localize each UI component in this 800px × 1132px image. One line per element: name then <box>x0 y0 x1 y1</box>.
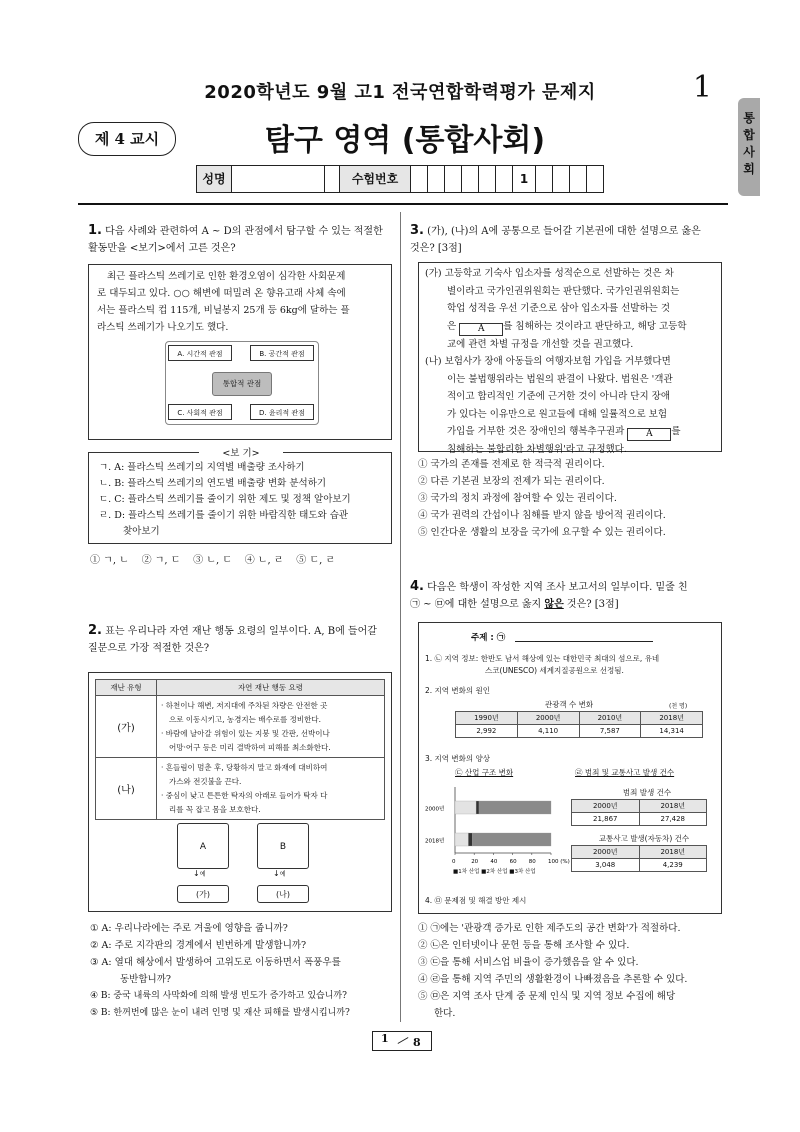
exam-number-cell[interactable] <box>428 166 445 192</box>
flow-yes-label: 예 <box>279 871 286 878</box>
x-tick-label: 20 <box>471 859 479 865</box>
flow-result-ga: (가) <box>177 885 229 903</box>
report-title: 주제 : ㉠ <box>471 633 506 643</box>
traffic-table-title: 교통사고 발생(자동차) 건수 <box>598 834 690 843</box>
q1-number: 1. <box>88 223 102 238</box>
year-cell: 2018년 <box>639 846 707 859</box>
q4-stem-line: ㉠ ~ ㉤에 대한 설명으로 옳지 <box>410 599 542 610</box>
q4-option-5[interactable]: ⑤ ㉤은 지역 조사 단계 중 문제 인식 및 지역 정보 수집에 해당 <box>418 991 676 1002</box>
crime-table-title: 범죄 발생 건수 <box>622 788 672 797</box>
exam-number-cell[interactable] <box>445 166 462 192</box>
bogi-item: ㄱ. A: 플라스틱 쓰레기의 지역별 배출량 조사하기 <box>99 462 305 473</box>
q3-passage-line: 학업 성적을 우선 기준으로 삼아 입소자를 선발하는 것 <box>447 303 671 314</box>
col-header: 재난 유형 <box>96 680 157 696</box>
header-divider <box>78 203 728 205</box>
q1-bogi-box <box>88 448 392 544</box>
q3-stem-line: 것은? [3점] <box>410 243 462 254</box>
exam-number-label: 수험번호 <box>340 166 411 192</box>
q2-option-3[interactable]: ③ A: 열대 해상에서 발생하여 고위도로 이동하면서 폭풍우를 <box>90 957 341 968</box>
bar-segment <box>476 801 479 814</box>
disaster-guide-table <box>95 679 385 820</box>
section-text: 한반도 남서 해상에 있는 대한민국 최대의 섬으로, 유네 <box>480 654 660 663</box>
blank-a: A <box>627 428 671 441</box>
down-arrow-icon: ↓예 <box>273 869 286 878</box>
report-title-underline <box>515 641 653 642</box>
q4-option-2[interactable]: ② ㉡은 인터넷이나 문헌 등을 통해 조사할 수 있다. <box>418 940 630 951</box>
value-cell: 7,587 <box>579 725 641 738</box>
exam-number-cell[interactable] <box>553 166 570 192</box>
value-cell: 27,428 <box>639 813 707 826</box>
perspective-diagram <box>165 341 319 425</box>
q3-text: 가입을 거부한 것은 장애인의 행복추구권과 <box>447 426 625 437</box>
guide-line: · 중심이 낮고 튼튼한 탁자의 아래로 들어가 탁자 다 <box>161 790 328 800</box>
q4-report-box <box>418 622 722 914</box>
q1-passage-line: 로 대두되고 있다. ○○ 해변에 떠밀려 온 향유고래 사체 속에 <box>97 288 346 299</box>
q2-content-box <box>88 672 392 912</box>
diagram-center: 통합적 관점 <box>212 372 272 396</box>
diagram-box-a: A. 시간적 관점 <box>168 345 232 361</box>
blank-a: A <box>459 323 503 336</box>
flow-yes-label: 예 <box>199 871 206 878</box>
bogi-title: <보 기> <box>199 445 283 459</box>
report-section-3: 3. 지역 변화의 양상 <box>425 754 491 763</box>
guide-line: · 바람에 날아갈 위험이 있는 지붕 및 간판, 선박이나 <box>161 728 330 738</box>
crime-table <box>571 799 707 826</box>
value-cell: 2,992 <box>456 725 518 738</box>
q3-options <box>418 456 724 541</box>
crime-section-label: ㉣ 범죄 및 교통사고 발생 건수 <box>575 768 675 777</box>
q1-passage-box <box>88 264 392 440</box>
bar-segment <box>479 801 551 814</box>
q2-option-1[interactable]: ① A: 우리나라에는 주로 겨울에 영향을 줍니까? <box>90 923 288 934</box>
student-id-row <box>196 165 604 193</box>
x-tick-label: 60 <box>509 859 517 865</box>
q1-stem <box>88 222 394 257</box>
q4-stem-line: 다음은 학생이 작성한 지역 조사 보고서의 일부이다. 밑줄 친 <box>427 582 688 593</box>
diagram-box-c: C. 사회적 관점 <box>168 404 232 420</box>
total-pages: 8 <box>413 1036 421 1049</box>
value-cell: 4,239 <box>639 859 707 872</box>
x-tick-label: 0 <box>452 859 456 865</box>
spacer <box>325 166 340 192</box>
diagram-box-d: D. 윤리적 관점 <box>250 404 314 420</box>
q1-options[interactable]: ① ㄱ, ㄴ ② ㄱ, ㄷ ③ ㄴ, ㄷ ④ ㄴ, ㄹ ⑤ ㄷ, ㄹ <box>90 555 336 566</box>
subject-side-tab <box>738 98 760 196</box>
q3-text: 은 <box>447 320 457 332</box>
q4-number: 4. <box>410 579 424 594</box>
exam-title: 2020학년도 9월 고1 전국연합학력평가 문제지 <box>204 82 596 103</box>
industry-chart-label: ㉢ 산업 구조 변화 <box>455 768 514 777</box>
q4-option-4[interactable]: ④ ㉣을 통해 지역 주민의 생활환경이 나빠졌음을 추론할 수 있다. <box>418 974 688 985</box>
q4-option-3[interactable]: ③ ㉢을 통해 서비스업 비율이 증가했음을 알 수 있다. <box>418 957 639 968</box>
guide-line: 가스와 전깃불을 끈다. <box>169 776 242 786</box>
q4-stem <box>410 578 722 613</box>
value-cell: 3,048 <box>572 859 640 872</box>
exam-number-cell[interactable] <box>496 166 513 192</box>
subject-title: 탐구 영역 (통합사회) <box>264 123 546 158</box>
year-cell: 2000년 <box>517 712 579 725</box>
q3-option-5[interactable]: ⑤ 인간다운 생활의 보장을 국가에 요구할 수 있는 권리이다. <box>418 527 666 538</box>
flow-result-na: (나) <box>257 885 309 903</box>
q1-passage-line: 최근 플라스틱 쓰레기로 인한 환경오염이 심각한 사회문제 <box>107 271 346 282</box>
q4-option-1[interactable]: ① ㉠에는 '관광객 증가로 인한 제주도의 공간 변화'가 적절하다. <box>418 923 681 934</box>
year-cell: 1990년 <box>456 712 518 725</box>
q4-stem-underline: 않은 <box>544 599 564 610</box>
section-text: 스코(UNESCO) 세계지질공원으로 선정됨. <box>485 666 624 675</box>
q2-number: 2. <box>88 623 102 638</box>
q2-stem <box>88 622 394 657</box>
q2-option-5[interactable]: ⑤ B: 한꺼번에 많은 눈이 내려 인명 및 재산 피해를 발생시킵니까? <box>90 1008 350 1018</box>
q2-option-2[interactable]: ② A: 주로 지각판의 경계에서 빈번하게 발생합니까? <box>90 940 307 951</box>
q4-stem-line: 것은? [3점] <box>566 599 619 610</box>
q3-passage-line: 가 있다는 이유만으로 원고들에 대해 일률적으로 보험 <box>447 408 668 420</box>
q3-option-4[interactable]: ④ 국가 권력의 간섭이나 침해를 받지 않을 방어적 권리이다. <box>418 510 666 521</box>
q3-passage-line: 적이고 합리적인 기준에 근거한 것이 아니라 단지 장애 <box>447 391 671 402</box>
q2-options <box>90 920 398 1022</box>
year-cell: 2000년 <box>572 800 640 813</box>
bogi-item: ㄷ. C: 플라스틱 쓰레기를 줄이기 위한 제도 및 정책 알아보기 <box>99 494 351 505</box>
q3-passage-line <box>425 423 719 441</box>
x-tick-label: 40 <box>490 859 498 865</box>
current-page: 1 <box>381 1032 389 1045</box>
exam-number-cell[interactable] <box>536 166 553 192</box>
value-cell: 14,314 <box>641 725 703 738</box>
guide-line: 리를 꼭 잡고 몸을 보호한다. <box>169 804 261 814</box>
guide-line: · 흔들림이 멈춘 후, 당황하지 말고 화재에 대비하여 <box>161 762 328 772</box>
q3-passage-line: (가) 고등학교 기숙사 입소자를 성적순으로 선발하는 것은 차 <box>425 268 674 279</box>
bar-segment <box>455 833 468 846</box>
flow-box-a: A <box>177 823 229 869</box>
x-tick-label: 80 <box>528 859 536 865</box>
down-arrow-icon: ↓예 <box>193 869 206 878</box>
year-cell: 2018년 <box>641 712 703 725</box>
category-label: 2000년 <box>425 806 445 813</box>
exam-number-cell[interactable] <box>570 166 587 192</box>
bar-segment <box>472 833 551 846</box>
value-cell: 21,867 <box>572 813 640 826</box>
q3-passage-line: 침해하는 불합리한 차별행위'라고 규정했다. <box>447 444 627 455</box>
year-cell: 2000년 <box>572 846 640 859</box>
q3-text: 를 <box>671 426 681 437</box>
bogi-item: 찾아보기 <box>123 526 160 537</box>
q4-option-5-cont: 한다. <box>434 1008 456 1019</box>
exam-number-cell[interactable] <box>479 166 496 192</box>
exam-number-cell[interactable] <box>411 166 428 192</box>
q3-text: 를 침해하는 것이라고 판단하고, 해당 고등학 <box>503 320 687 332</box>
value-cell: 4,110 <box>517 725 579 738</box>
tourist-table <box>455 711 703 738</box>
q3-passage-line: 교에 관련 차별 규정을 개선할 것을 권고했다. <box>447 338 634 350</box>
q1-passage-line: 라스틱 쓰레기가 나오기도 했다. <box>97 322 229 333</box>
bogi-item: ㄴ. B: 플라스틱 쓰레기의 연도별 배출량 변화 분석하기 <box>99 478 327 489</box>
q2-stem-line: 질문으로 가장 적절한 것은? <box>88 643 210 654</box>
q3-option-1[interactable]: ① 국가의 존재를 전제로 한 적극적 권리이다. <box>418 459 605 470</box>
q1-stem-line: 다음 사례와 관련하여 A ~ D의 관점에서 탐구할 수 있는 적절한 <box>105 226 383 237</box>
diagram-box-b: B. 공간적 관점 <box>250 345 314 361</box>
q3-option-3[interactable]: ③ 국가의 정치 과정에 참여할 수 있는 권리이다. <box>418 493 617 504</box>
q3-passage-line: 별이라고 국가인권위원회는 판단했다. 국가인권위원회는 <box>447 285 680 297</box>
side-tab-label: 통합사회 <box>743 111 755 176</box>
q3-passage-line <box>425 318 719 336</box>
q2-stem-line: 표는 우리나라 자연 재난 행동 요령의 일부이다. A, B에 들어갈 <box>105 626 377 637</box>
q3-passage-box <box>418 262 722 455</box>
page-indicator <box>372 1031 432 1051</box>
x-tick-label: 100 (%) <box>548 859 570 865</box>
row-label: (나) <box>96 758 157 820</box>
tourist-table-unit: (천 명) <box>669 703 688 710</box>
section-label: 1. ㉡ 지역 정보: <box>425 654 479 663</box>
year-cell: 2010년 <box>579 712 641 725</box>
bar-segment <box>455 801 476 814</box>
guide-line: 어망·어구 등은 미리 결박하여 피해를 최소화한다. <box>169 742 331 752</box>
q2-option-3-cont: 동반합니까? <box>120 974 171 985</box>
tourist-table-title: 관광객 수 변화 <box>544 700 594 709</box>
q4-options <box>418 920 728 1022</box>
year-cell: 2018년 <box>639 800 707 813</box>
industry-structure-chart <box>423 781 575 881</box>
page-number: 1 <box>692 70 712 105</box>
row-label: (가) <box>96 696 157 758</box>
col-header: 자연 재난 행동 요령 <box>157 680 385 696</box>
q1-passage-line: 서는 플라스틱 컵 115개, 비닐봉지 25개 등 6kg에 달하는 플 <box>97 305 350 316</box>
chart-legend: ■1차 산업 ■2차 산업 ■3차 산업 <box>453 869 536 875</box>
name-label: 성명 <box>197 166 232 192</box>
q3-stem <box>410 222 722 257</box>
column-divider <box>400 212 401 1022</box>
fraction-slash <box>398 1037 409 1044</box>
q2-option-4[interactable]: ④ B: 중국 내륙의 사막화에 의해 발생 빈도가 증가하고 있습니까? <box>90 991 347 1001</box>
report-section-4: 4. ㉤ 문제점 및 해결 방안 제시 <box>425 896 527 905</box>
bar-segment <box>468 833 472 846</box>
bogi-item: ㄹ. D: 플라스틱 쓰레기를 줄이기 위한 바람직한 태도와 습관 <box>99 510 349 521</box>
guide-line: · 하천이나 해변, 저지대에 주차된 차량은 안전한 곳 <box>161 700 328 710</box>
flow-box-b: B <box>257 823 309 869</box>
q3-passage-line: (나) 보험사가 장애 아동들의 여행자보험 가입을 거부했다면 <box>425 356 671 367</box>
report-section-2: 2. 지역 변화의 원인 <box>425 686 491 695</box>
category-label: 2018년 <box>425 838 445 845</box>
guide-line: 으로 이동시키고, 농경지는 배수로를 정비한다. <box>169 714 321 724</box>
traffic-table <box>571 845 707 872</box>
exam-number-cell[interactable] <box>462 166 479 192</box>
exam-number-cell[interactable] <box>587 166 603 192</box>
q3-number: 3. <box>410 223 424 238</box>
q3-passage-line: 이는 불법행위라는 법원의 판결이 나왔다. 법원은 '객관 <box>447 373 673 385</box>
period-badge: 제 4 교시 <box>78 122 176 156</box>
name-field[interactable] <box>232 166 325 192</box>
q3-stem-line: (가), (나)의 A에 공통으로 들어갈 기본권에 대한 설명으로 옳은 <box>427 226 701 237</box>
exam-number-digit: 1 <box>513 166 536 192</box>
report-section-1 <box>425 653 721 677</box>
q1-stem-line: 활동만을 <보기>에서 고른 것은? <box>88 243 236 254</box>
q3-option-2[interactable]: ② 다른 기본권 보장의 전제가 되는 권리이다. <box>418 476 605 487</box>
